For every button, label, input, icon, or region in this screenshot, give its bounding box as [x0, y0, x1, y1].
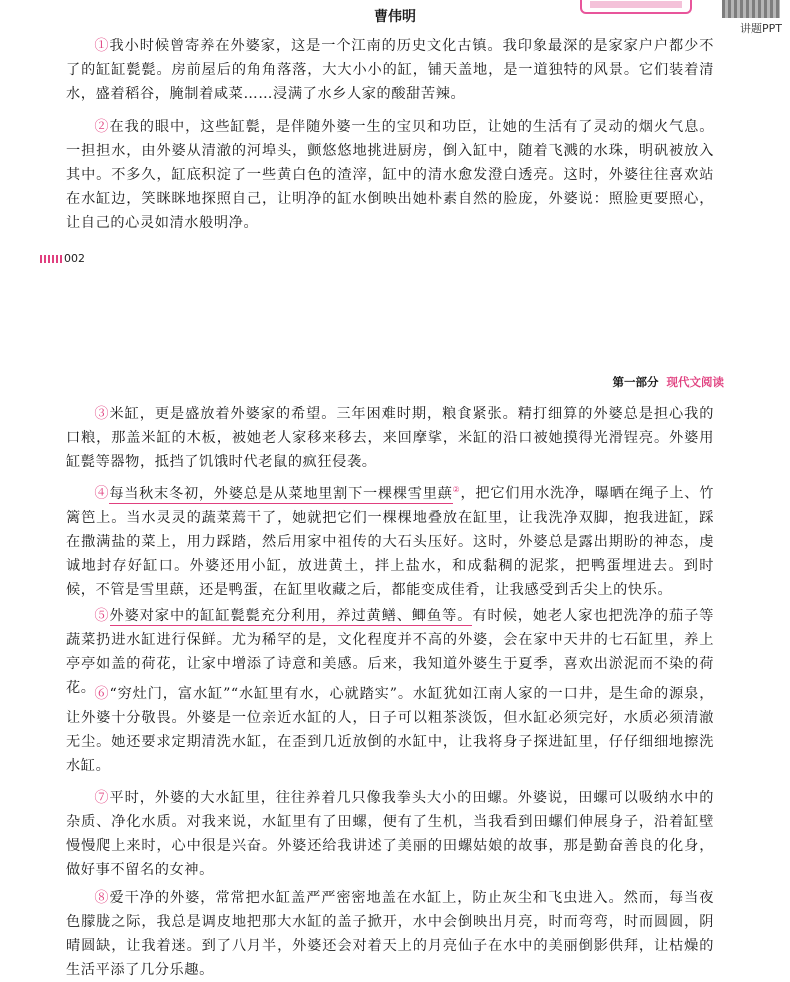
highlighted-sentence: 外婆对家中的缸缸甏甏充分利用，养过黄鳝、鲫鱼等。 — [109, 608, 473, 624]
page-number-dots — [40, 255, 62, 263]
section-header — [613, 374, 725, 390]
section-part: 第一部分 — [612, 375, 659, 389]
paragraph-number: ⑦ — [94, 790, 110, 806]
paragraph-number: ⑧ — [94, 890, 110, 906]
footnote-marker: ② — [452, 485, 461, 494]
section-genre: 现代文阅读 — [666, 375, 724, 389]
paragraph-3 — [66, 402, 714, 474]
paragraph-text: 爱干净的外婆，常常把水缸盖严严密密地盖在水缸上，防止灰尘和飞虫进入。然而，每当夜色朦胧之际，我总是调皮地把那大水缸的盖子掀开，水中会倒映出月亮，时而弯弯，时而圆圆，阴晴圆缺，让我着迷。到了八月半，外婆还会对着天上的月亮仙子在水中的美丽倒影供拜，让枯燥的生活平添了几分乐趣。 — [66, 890, 714, 978]
highlighted-paragraph-text: 平时，外婆的大水缸里，往往养着几只像我拳头大小的田螺。外婆说，田螺可以吸纳水中的杂质、净化水质。对我来说，水缸里有了田螺，便有了生机，当我看到田螺们伸展身子，沿着缸壁慢慢爬上来时，心中很是兴奋。外婆还给我讲述了美丽的田螺姑娘的故事，那是勤奋善良的化身，做好事不留名的女神。 — [66, 790, 714, 878]
paragraph-text: 我小时候曾寄养在外婆家，这是一个江南的历史文化古镇。我印象最深的是家家户户都少不了的缸缸甏甏。房前屋后的角角落落，大大小小的缸，铺天盖地，是一道独特的风景。它们装着清水，盛着稻谷，腌制着咸菜……浸满了水乡人家的酸甜苦辣。 — [66, 38, 714, 102]
paragraph-number: ⑥ — [94, 686, 110, 702]
paragraph-text: ，把它们用水洗净，曝晒在绳子上、竹篱笆上。当水灵灵的蔬菜蔫干了，她就把它们一棵棵地叠放在缸里，让我洗净双脚，抱我进缸，踩在撒满盐的菜上，用力踩踏，然后用家中祖传的大石头压好。这时，外婆总是露出期盼的神态，虔诚地封存好缸口。外婆还用小缸，放进黄土，拌上盐水，和成黏稠的泥浆，把鸭蛋埋进去。到时候，不管是雪里蕻，还是鸭蛋，在缸里收藏之后，都能变成佳肴，让我感受到舌尖上的快乐。 — [66, 485, 715, 598]
paragraph-number: ② — [94, 119, 110, 135]
paragraph-text: 米缸，更是盛放着外婆家的希望。三年困难时期，粮食紧张。精打细算的外婆总是担心我的口粮，那盖米缸的木板，被她老人家移来移去，来回摩挲，米缸的沿口被她摸得光滑锃亮。外婆用缸甏等器物，抵挡了饥饿时代老鼠的疯狂侵袭。 — [66, 406, 714, 470]
paragraph-7 — [66, 786, 714, 882]
page-number: 002 — [40, 252, 85, 265]
paragraph-number: ⑤ — [94, 608, 110, 624]
paragraph-number: ① — [94, 38, 110, 54]
highlighted-sentence: 每当秋末冬初，外婆总是从菜地里割下一棵棵雪里蕻 — [109, 485, 453, 502]
corner-label: 讲题PPT — [740, 22, 782, 35]
paragraph-number: ③ — [94, 406, 110, 422]
paragraph-number: ④ — [94, 485, 110, 502]
paragraph-6 — [66, 682, 714, 778]
paragraph-text: “穷灶门，富水缸”“水缸里有水，心就踏实”。水缸犹如江南人家的一口井，是生命的源泉，让外婆十分敬畏。外婆是一位亲近水缸的人，日子可以粗茶淡饭，但水缸必须完好，水质必须清澈无尘。她还要求定期清洗水缸，在歪到几近放倒的水缸中，让我将身子探进缸里，仔仔细细地擦洗水缸。 — [66, 686, 714, 774]
author-name: 曹伟明 — [374, 9, 416, 25]
paragraph-1 — [66, 34, 714, 106]
paragraph-text: 有时候，她老人家也把洗净的茄子等蔬菜扔进水缸进行保鲜。尤为稀罕的是，文化程度并不高的外婆，会在家中天井的七石缸里，养上亭亭如盖的荷花，让家中增添了诗意和美感。后来，我知道外婆生于夏季，喜欢出淤泥而不染的荷花。 — [66, 608, 714, 696]
paragraph-2 — [66, 115, 714, 235]
paragraph-8 — [66, 886, 714, 982]
paragraph-4 — [66, 478, 714, 602]
paragraph-text: 在我的眼中，这些缸甏，是伴随外婆一生的宝贝和功臣，让她的生活有了灵动的烟火气息。一担担水，由外婆从清澈的河埠头，颤悠悠地挑进厨房，倒入缸中，随着飞溅的水珠，明矾被放入其中。不多久，缸底积淀了一些黄白色的渣滓，缸中的清水愈发澄白透亮。这时，外婆往往喜欢站在水缸边，笑眯眯地探照自己，让明净的缸水倒映出她朴素自然的脸庞，外婆说：照脸更要照心，让自己的心灵如清水般明净。 — [66, 119, 714, 231]
